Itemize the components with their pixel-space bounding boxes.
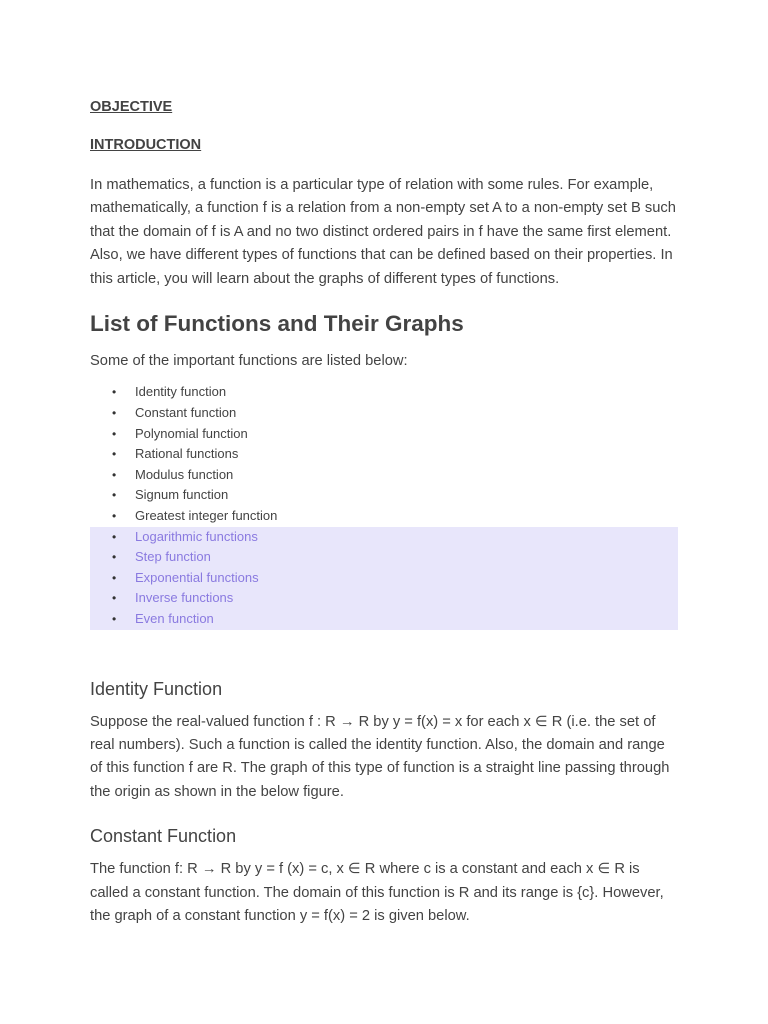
bullet-icon: • [112,570,117,585]
functions-list [90,382,678,629]
list-item [90,403,678,424]
list-item [90,444,678,465]
function-label: Identity function [135,384,227,400]
constant-function-heading: Constant Function [90,826,237,847]
bullet-icon: • [112,426,117,441]
function-label: Greatest integer function [135,508,278,523]
identity-function-paragraph: Suppose the real-valued function f : R → R by y = f(x) = x for each x ∈ R (i.e. the set of real numbers). Such a function is called the identity function. Also, the domain and range of this function f are R. The graph of this type of function is a straight line passing through the origin as shown in the below figure. [90,713,670,800]
bullet-icon: • [112,385,117,400]
bullet-icon: • [112,529,117,544]
identity-function-heading: Identity Function [90,678,223,699]
objective-heading: OBJECTIVE [90,99,173,115]
list-lead-text: Some of the important functions are listed below: [90,353,408,370]
function-label: Modulus function [135,466,234,482]
list-section-title: List of Functions and Their Graphs [90,311,464,337]
function-link[interactable]: Logarithmic functions [135,528,258,544]
list-item[interactable] [90,527,678,548]
introduction-heading: INTRODUCTION [90,137,202,153]
function-label: Polynomial function [135,425,248,441]
function-link[interactable]: Step function [135,549,211,565]
intro-paragraph: In mathematics, a function is a particular type of relation with some rules. For example, mathematically, a function f is a relation from a non-empty set A to a non-empty set B such that the domain of f is A and no two distinct ordered pairs in f have the same first element. Also, we have different types of functions that can be defined based on their properties. In this article, you will learn about the graphs of different types of functions. [90,177,676,287]
bullet-icon: • [112,509,117,523]
list-item[interactable] [90,547,678,568]
document-body [90,97,678,928]
list-item [90,506,678,527]
bullet-icon: • [112,591,117,606]
function-link[interactable]: Exponential functions [135,569,259,585]
list-item [90,465,678,486]
function-label: Constant function [135,405,237,421]
bullet-icon: • [112,611,117,626]
bullet-icon: • [112,447,117,462]
bullet-icon: • [112,550,117,565]
list-item [90,485,678,506]
function-label: Signum function [135,487,229,503]
constant-function-paragraph: The function f: R → R by y = f (x) = c, x ∈ R where c is a constant and each x ∈ R is called a constant function. The domain of this function is R and its range is {c}. However, the graph of a constant function y = f(x) = 2 is given below. [90,861,664,924]
function-link[interactable]: Inverse functions [135,590,234,606]
list-item [90,424,678,445]
list-item[interactable] [90,609,678,630]
list-item [90,382,678,403]
bullet-icon: • [112,406,117,421]
function-link[interactable]: Even function [135,610,214,626]
bullet-icon: • [112,467,117,482]
list-item[interactable] [90,568,678,589]
bullet-icon: • [112,488,117,503]
list-item[interactable] [90,588,678,609]
function-label: Rational functions [135,446,239,462]
